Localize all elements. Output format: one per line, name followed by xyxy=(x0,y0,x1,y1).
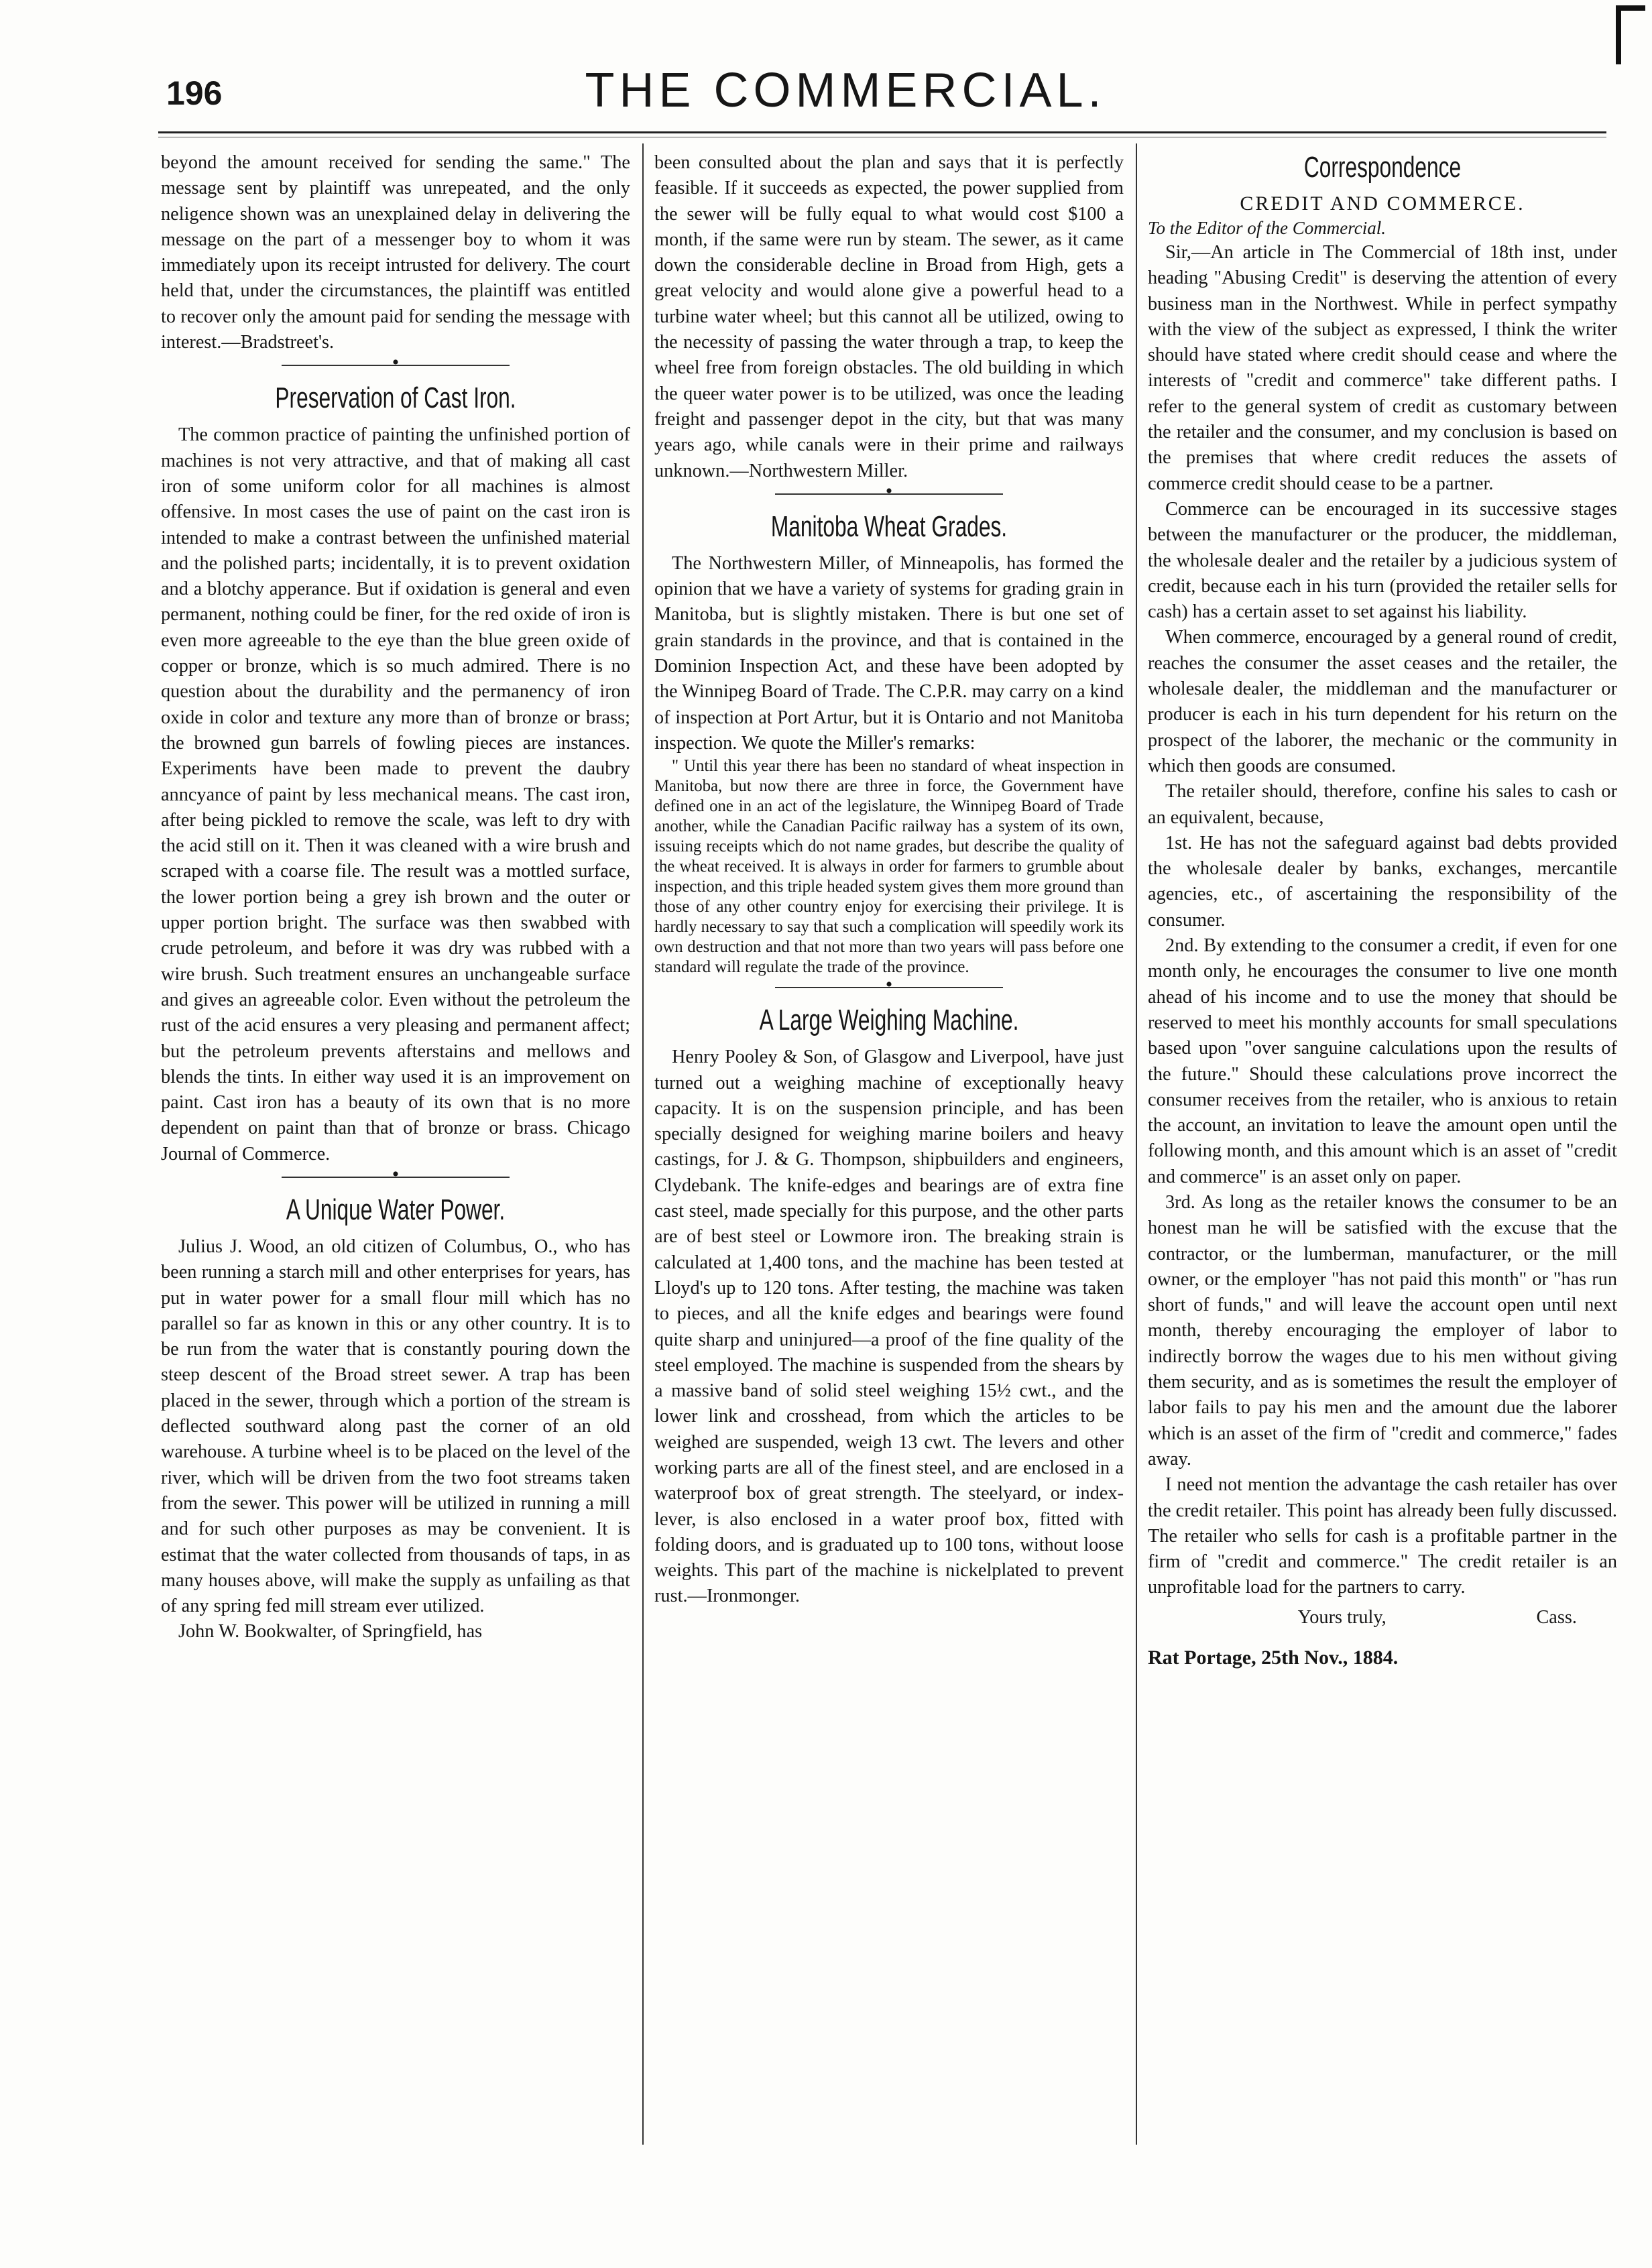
header-rule xyxy=(158,131,1606,133)
letter-paragraph: 1st. He has not the safeguard against bad debts provided the wholesale dealer by banks, exchanges, mercantile agencies, etc., of ascertaining the responsibility of the consumer. xyxy=(1148,832,1617,931)
headline-correspondence: Correspondence xyxy=(1303,151,1462,184)
headline-cast-iron: Preservation of Cast Iron. xyxy=(275,381,516,415)
headline-wheat-grades: Manitoba Wheat Grades. xyxy=(770,510,1008,543)
article-divider xyxy=(161,1170,630,1185)
letter-signoff xyxy=(1148,1605,1617,1630)
article-water-power-continued: John W. Bookwalter, of Springfield, has xyxy=(178,1621,483,1643)
column-divider xyxy=(642,143,644,2145)
article-wheat-grades: The Northwestern Miller, of Minneapolis, has formed the opinion that we have a variety of systems for grading grain in Manitoba, but is slightly mistaken. There is but one set of grain standards in the province, and that is contained in the Dominion Inspection Act, and these have been adopted by the Winnipeg Board of Trade. The C.P.R. may carry on a kind of inspection at Port Artur, but it is Ontario and not Manitoba inspection. We quote the Miller's remarks: xyxy=(654,552,1124,754)
column-divider xyxy=(1136,143,1137,2145)
headline-weighing-machine: A Large Weighing Machine. xyxy=(759,1004,1019,1037)
article-telegraph-ending: beyond the amount received for sending the same." The message sent by plaintiff was unrepeated, and the only neligence shown was an unexplained delay in delivering the message on the part of a messenger boy to whom it was immediately upon its receipt intrusted for delivery. The court held that, under the circumstances, the plaintiff was entitled to recover only the amount paid for sending the message with interest.—Bradstreet's. xyxy=(161,152,630,353)
letter-dateline: Rat Portage, 25th Nov., 1884. xyxy=(1148,1646,1399,1669)
letter-paragraph: The retailer should, therefore, confine his sales to cash or an equivalent, because, xyxy=(1148,781,1617,828)
article-divider xyxy=(654,980,1124,995)
article-weighing-machine: Henry Pooley & Son, of Glasgow and Liverpool, have just turned out a weighing machine of exceptionally heavy capacity. It is on the suspension principle, and has been specially designed for weighing marine boilers and heavy castings, for J. & G. Thompson, shipbuilders and engineers, Clydebank. The knife-edges and bearings are of extra fine cast steel, made specially for this purpose, and the other parts are of best steel or Lowmore iron. The breaking strain is calculated at 1,400 tons, and the machine has been tested at Lloyd's up to 120 tons. After testing, the machine was taken to pieces, and all the knife edges and bearings were found quite sharp and uninjured—a proof of the fine quality of the steel employed. The machine is suspended from the shears by a massive band of solid steel weighing 15½ cwt., and the lower link and crosshead, from which the articles to be weighed are suspended, weigh 13 cwt. The levers and other working parts are all of the finest steel, and are enclosed in a waterproof box of great strength. The steelyard, or index-lever, is also enclosed in a water proof box, fitted with folding doors, and is graduated up to 100 tons, without loose weights. This part of the machine is nickelplated to prevent rust.—Ironmonger. xyxy=(654,1047,1124,1607)
wheat-grades-quote: " Until this year there has been no standard of wheat inspection in Manitoba, but now there are three in force, the Government have defined one in an act of the legislature, the Winnipeg Board of Trade another, while the Canadian Pacific railway has a system of its own, issuing receipts which do not name grades, but describe the quality of the wheat received. It is always in order for farmers to grumble about inspection, and this triple headed system gives them more ground than those of any other country enjoy for exercising their privilege. It is hardly necessary to say that such a complication will speedily work its own destruction and that not more than two years will pass before one standard will regulate the trade of the province. xyxy=(654,757,1124,977)
letter-paragraph: Commerce can be encouraged in its successive stages between the manufacturer or the producer, the middleman, the wholesale dealer and the retailer by a judicious system of credit, because each in his turn (provided the retailer sells for cash) has a certain asset to set against his liability. xyxy=(1148,498,1617,623)
letter-paragraph: When commerce, encouraged by a general round of credit, reaches the consumer the asset ceases and the retailer, the wholesale dealer, the middleman and the manufacturer or producer is each in his turn dependent for his return on the prospect of the laborer, the mechanic or the community in which then goods are consumed. xyxy=(1148,627,1617,776)
article-water-power-end: been consulted about the plan and says that it is perfectly feasible. If it succeeds as expected, the power supplied from the sewer will be fully equal to what would cost $100 a month, if the same were run by steam. The sewer, as it came down the considerable decline in Broad from High, gets a great velocity and would alone give a powerful head to a turbine water wheel; but this cannot all be utilized, owing to the necessity of passing the water through a trap, to keep the wheel free from foreign obstacles. The old building in which the queer water power is to be utilized, was once the leading freight and passenger depot in the city, but that was many years ago, while canals were in their prime and railways unknown.—Northwestern Miller. xyxy=(654,152,1124,481)
corner-printer-mark xyxy=(1616,5,1645,64)
column-3 xyxy=(1148,150,1617,2155)
paper-title: THE COMMERCIAL. xyxy=(585,64,1106,117)
page-number: 196 xyxy=(166,74,223,112)
article-water-power: Julius J. Wood, an old citizen of Columbus, O., who has been running a starch mill and other enterprises for years, has put in water power for a small flour mill which has no parallel so far as known in this or any other country. It is to be run from the water that is constantly pouring down the steep descent of the Broad street sewer. A trap has been placed in the sewer, through which a portion of the stream is deflected southward along past the corner of an old warehouse. A turbine wheel is to be placed on the level of the river, which will be driven from the two foot streams taken from the sewer. This power will be utilized in running a mill and for such other purposes as may be convenient. It is estimat that the water collected from thousands of taps, in as many houses above, will make the supply as unfailing as that of any spring fed mill stream ever utilized. xyxy=(161,1236,630,1617)
column-1 xyxy=(161,150,630,2155)
masthead xyxy=(158,62,1533,122)
headline-water-power: A Unique Water Power. xyxy=(286,1193,506,1226)
letter-paragraph: 2nd. By extending to the consumer a credit, if even for one month only, he encourages the consumer to live one month ahead of his income and to use the money that should be reserved to meet his monthly accounts for small speculations based upon "over sanguine calculations upon the results of the future." Should these calculations prove incorrect the consumer receives from the retailer, who is anxious to retain the account, an invitation to leave the amount open until the following month, and this amount which is an asset of "credit and commerce" is an asset only on paper. xyxy=(1148,935,1617,1187)
article-divider xyxy=(654,487,1124,501)
column-2 xyxy=(654,150,1124,2155)
article-divider xyxy=(161,358,630,373)
letter-paragraph: Sir,—An article in The Commercial of 18th inst, under heading "Abusing Credit" is deserving the attention of every business man in the Northwest. While in perfect sympathy with the view of the subject as expressed, I think the writer should have stated where credit should cease and where the interests of "credit and commerce" take different paths. I refer to the general system of credit as customary between the retailer and the consumer, and my conclusion is based on the premises that where credit reduces the assets of commerce credit should cease to be a partner. xyxy=(1148,242,1617,494)
letter-address: To the Editor of the Commercial. xyxy=(1148,218,1386,238)
subheading-credit-commerce: CREDIT AND COMMERCE. xyxy=(1240,192,1525,215)
letter-paragraph: 3rd. As long as the retailer knows the consumer to be an honest man he will be satisfied with the excuse that the contractor, or the lumberman, manufacturer, or the mill owner, or the employer "has not paid this month" or "has run short of funds," and will leave the account open until next month, thereby encouraging the employer of labor to indirectly borrow the wages due to his men without giving them security, and as is sometimes the result the employer of labor fails to pay his men and the amount due the laborer which is an asset of the firm of "credit and commerce," fades away. xyxy=(1148,1191,1617,1470)
article-cast-iron: The common practice of painting the unfinished portion of machines is not very attractive, and that of making all cast iron of some uniform color for all machines is almost offensive. In most cases the use of paint on the cast iron is intended to make a contrast between the unfinished material and the polished parts; incidentally, it is to prevent oxidation and a blotchy apperance. But if oxidation is general and even permanent, nothing could be finer, for the red oxide of iron is even more agreeable to the eye than the blue green oxide of copper or bronze, which is so much admired. There is no question about the durability and the permanency of iron oxide in color and texture any more than of bronze or brass; the browned gun barrels of fowling pieces are instances. Experiments have been made to prevent the daubry anncyance of paint by less mechanical means. The cast iron, after being pickled to remove the scale, was left to dry with the acid still on it. Then it was cleaned with a wire brush and scraped with a coarse file. The result was a mottled surface, the lower portion being a grey ish brown and the outer or upper portion bright. The surface was then swabbed with crude petroleum, and before it was dry was rubbed with a wire brush. Such treatment ensures an unchangeable surface and gives an agreeable color. Even without the petroleum the rust of the acid ensures a very pleasing and permanent affect; but the petroleum prevents afterstains and mellows and blends the tints. In either way used it is an improvement on paint. Cast iron has a beauty of its own that is no more dependent on paint than that of bronze or brass. Chicago Journal of Commerce. xyxy=(161,424,630,1165)
letter-paragraph: I need not mention the advantage the cash retailer has over the credit retailer. This point has already been fully discussed. The retailer who sells for cash is a profitable partner in the firm of "credit and commerce." The credit retailer is an unprofitable load for the partners to carry. xyxy=(1148,1474,1617,1598)
signoff-text: Yours truly, xyxy=(1297,1606,1386,1628)
signature: Cass. xyxy=(1536,1606,1577,1628)
